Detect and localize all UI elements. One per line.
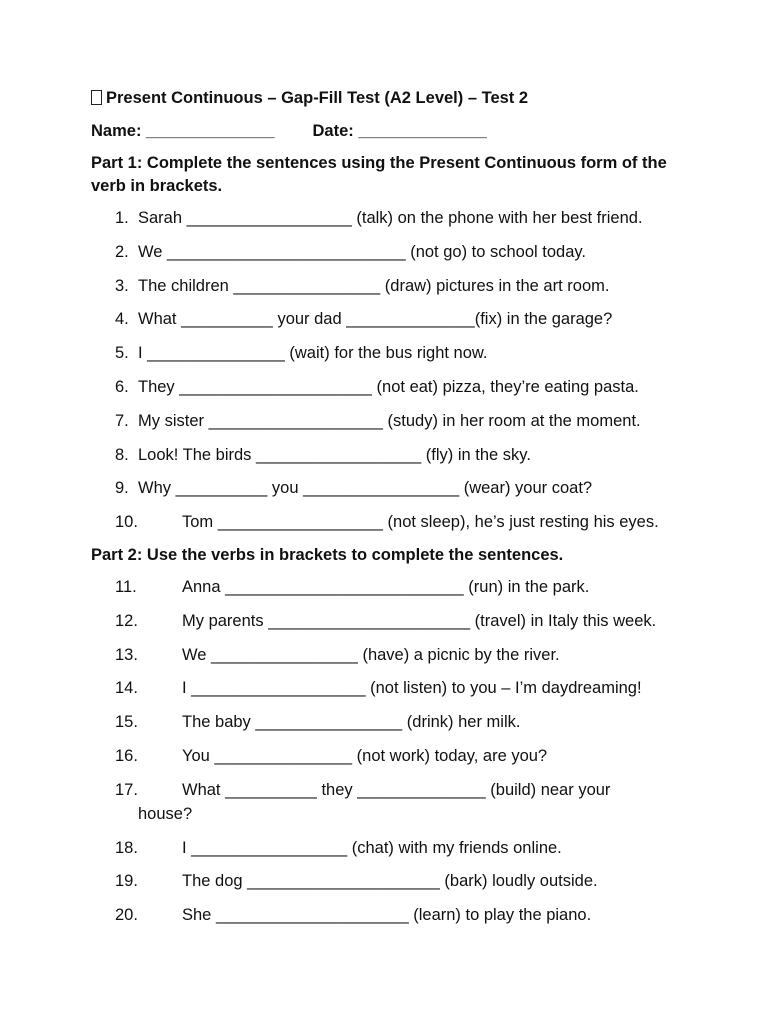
- item-text: I _________________ (chat) with my friends online.: [182, 838, 562, 857]
- item-number: 4.: [115, 310, 129, 329]
- part1-heading: Part 1: Complete the sentences using the Present Continuous form of the verb in brackets.: [91, 154, 667, 195]
- item-text: Look! The birds __________________ (fly) in the sky.: [138, 445, 531, 464]
- item-number: 15.: [115, 713, 138, 732]
- title-text: Present Continuous – Gap-Fill Test (A2 Level) – Test 2: [106, 89, 529, 107]
- part2-heading: Part 2: Use the verbs in brackets to complete the sentences.: [91, 545, 564, 564]
- item-number: 11.: [115, 577, 137, 596]
- item-number: 14.: [115, 679, 138, 698]
- item-number: 10.: [115, 513, 138, 532]
- list-item: [91, 274, 691, 298]
- item-number: 8.: [115, 445, 129, 464]
- item-text: They _____________________ (not eat) pizza, they’re eating pasta.: [138, 377, 639, 396]
- list-item: [91, 307, 691, 331]
- item-text: You _______________ (not work) today, are you?: [182, 746, 548, 765]
- item-number: 16.: [115, 746, 138, 765]
- list-item: [91, 869, 691, 893]
- item-number: 5.: [115, 344, 129, 363]
- item-text: The baby ________________ (drink) her milk.: [182, 713, 521, 732]
- item-text: Why __________ you _________________ (wear) your coat?: [138, 479, 593, 498]
- item-number: 12.: [115, 611, 138, 630]
- item-text: She _____________________ (learn) to play the piano.: [182, 906, 592, 925]
- item-text: What __________ your dad ______________(fix) in the garage?: [138, 310, 613, 329]
- list-item: [91, 744, 691, 768]
- list-item: [91, 903, 691, 927]
- worksheet-title: [91, 86, 691, 110]
- item-number: 1.: [115, 209, 129, 227]
- item-text: My sister ___________________ (study) in her room at the moment.: [138, 411, 641, 430]
- list-item: [91, 409, 691, 433]
- item-text: What __________ they ______________ (build) near your: [182, 780, 611, 799]
- name-field: Name: ______________: [91, 122, 275, 140]
- list-item: [91, 206, 691, 230]
- list-item: [91, 710, 691, 734]
- item-number: 9.: [115, 479, 129, 498]
- list-item: [91, 575, 691, 599]
- part1-list: [91, 206, 691, 534]
- item-text: We __________________________ (not go) to school today.: [138, 242, 587, 261]
- item-text: I ___________________ (not listen) to you – I’m daydreaming!: [182, 679, 642, 698]
- item-number: 19.: [115, 872, 138, 891]
- name-date-line: [91, 119, 691, 143]
- item-text: Sarah __________________ (talk) on the phone with her best friend.: [138, 209, 643, 227]
- item-number: 17.: [115, 780, 138, 799]
- item-number: 7.: [115, 411, 129, 430]
- item-text: Tom __________________ (not sleep), he’s just resting his eyes.: [182, 513, 659, 532]
- list-item: [91, 443, 691, 467]
- item-text: We ________________ (have) a picnic by the river.: [182, 645, 560, 664]
- item-number: 20.: [115, 906, 138, 925]
- missing-glyph-icon: [91, 90, 102, 105]
- list-item: [91, 609, 691, 633]
- list-item: [91, 476, 691, 500]
- list-item: [91, 676, 691, 700]
- list-item: [91, 643, 691, 667]
- item-text: Anna __________________________ (run) in the park.: [182, 577, 590, 596]
- item-number: 6.: [115, 377, 129, 396]
- list-item: [91, 778, 691, 826]
- list-item: [91, 836, 691, 860]
- item-text: My parents ______________________ (travel) in Italy this week.: [182, 611, 657, 630]
- item-number: 13.: [115, 645, 138, 664]
- item-number: 3.: [115, 276, 129, 295]
- date-field: Date: ______________: [312, 122, 487, 140]
- list-item: [91, 341, 691, 365]
- item-number: 18.: [115, 838, 138, 857]
- item-text: The dog _____________________ (bark) loudly outside.: [182, 872, 598, 891]
- part2-list: [91, 575, 691, 927]
- list-item: [91, 375, 691, 399]
- list-item: [91, 510, 691, 534]
- item-number: 2.: [115, 242, 129, 261]
- item-text: The children ________________ (draw) pictures in the art room.: [138, 276, 610, 295]
- item-text: I _______________ (wait) for the bus right now.: [138, 344, 488, 363]
- worksheet-page: [91, 86, 691, 937]
- list-item: [91, 240, 691, 264]
- item-text-continuation: house?: [138, 804, 193, 823]
